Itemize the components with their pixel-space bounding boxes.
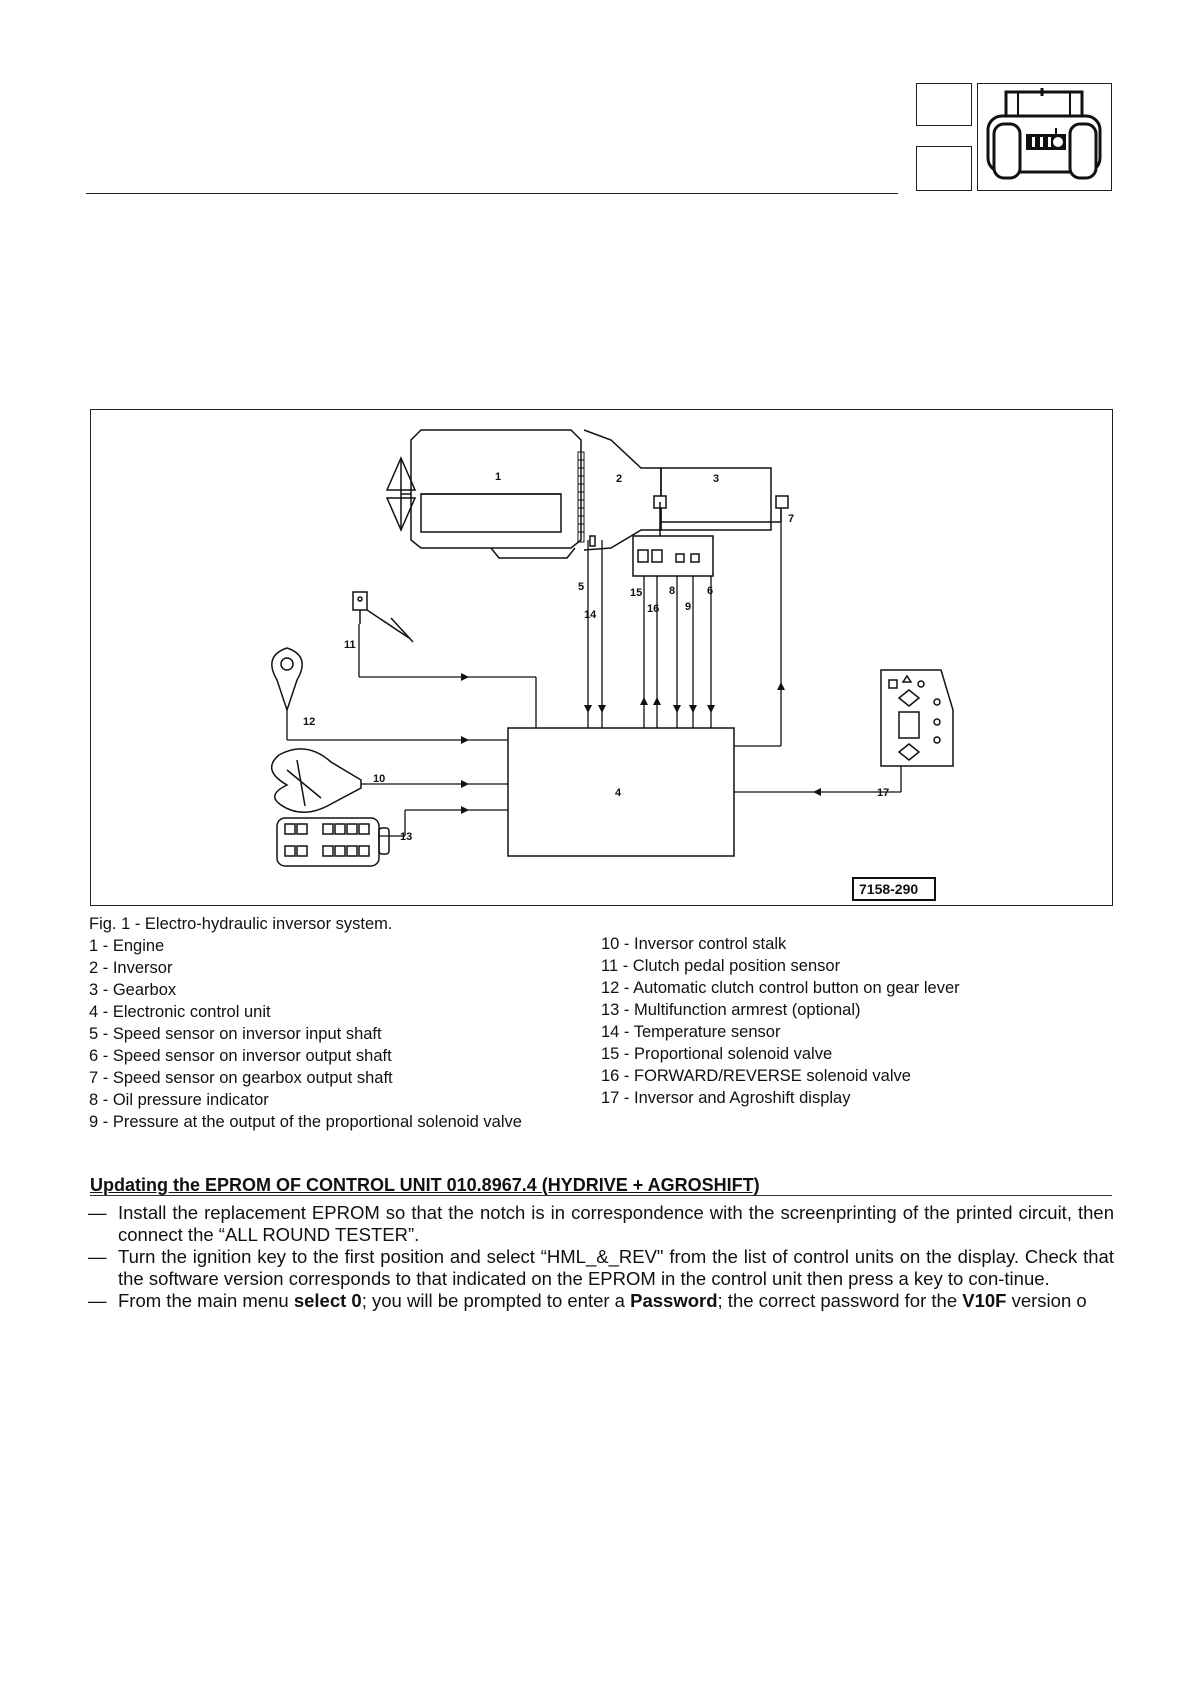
caption-item: 13 - Multifunction armrest (optional) xyxy=(601,1001,861,1019)
caption-item: 15 - Proportional solenoid valve xyxy=(601,1045,833,1063)
label-8: 8 xyxy=(669,585,676,597)
label-12: 12 xyxy=(303,716,316,728)
caption-item: 10 - Inversor control stalk xyxy=(601,935,787,953)
sensor-top xyxy=(590,496,788,546)
label-11: 11 xyxy=(344,639,356,651)
procedure-step xyxy=(88,1290,1114,1312)
step-text-bold: Password xyxy=(630,1290,718,1311)
label-6: 6 xyxy=(707,585,714,597)
caption-item: 12 - Automatic clutch control button on gear lever xyxy=(601,979,960,997)
step-dash: — xyxy=(88,1202,107,1223)
label-15: 15 xyxy=(630,587,643,599)
valve-block xyxy=(633,502,781,576)
label-7: 7 xyxy=(788,513,795,525)
caption-item: 17 - Inversor and Agroshift display xyxy=(601,1089,851,1107)
caption-item: 7 - Speed sensor on gearbox output shaft xyxy=(89,1069,393,1087)
reference-code-box xyxy=(853,878,935,900)
procedure-step xyxy=(88,1202,1114,1246)
caption-item: 2 - Inversor xyxy=(89,959,173,977)
caption-item: 1 - Engine xyxy=(89,937,165,955)
step-text-part: ; the correct password for the xyxy=(717,1290,963,1311)
label-5: 5 xyxy=(578,581,585,593)
section-tab-bottom xyxy=(916,146,972,191)
wiring xyxy=(287,510,901,836)
clutch-pedal-sensor xyxy=(353,592,413,642)
step-text-part: version o xyxy=(1006,1290,1087,1311)
caption-item: 9 - Pressure at the output of the proportional solenoid valve xyxy=(89,1113,522,1131)
step-text-bold: V10F xyxy=(962,1290,1007,1311)
arrows xyxy=(461,673,821,814)
label-2: 2 xyxy=(616,473,623,485)
step-text-part: From the main menu xyxy=(118,1290,294,1311)
section-tab-top xyxy=(916,83,972,126)
tractor-thumbnail xyxy=(977,83,1112,191)
caption-item: 6 - Speed sensor on inversor output shaft xyxy=(89,1047,392,1065)
step-text-bold: select 0 xyxy=(293,1290,362,1311)
caption-item: 5 - Speed sensor on inversor input shaft xyxy=(89,1025,382,1043)
label-10: 10 xyxy=(373,773,386,785)
label-13: 13 xyxy=(400,831,413,843)
label-4: 4 xyxy=(615,787,622,799)
part-number-labels xyxy=(303,471,889,843)
display-panel xyxy=(881,670,953,766)
caption-item: 16 - FORWARD/REVERSE solenoid valve xyxy=(601,1067,911,1085)
caption-right-column xyxy=(601,933,960,1109)
inversor-housing xyxy=(584,430,661,550)
header-rule xyxy=(86,193,898,194)
step-dash: — xyxy=(88,1290,107,1311)
step-text: Turn the ignition key to the first position and select “HML_&_REV" from the list of control units on the display. Check that the software version corresponds to that indicated on the EPROM in the control unit then press a key to con-tinue. xyxy=(118,1246,1114,1289)
caption-item: 3 - Gearbox xyxy=(89,981,177,999)
tractor-icon xyxy=(978,84,1111,190)
step-text xyxy=(118,1290,1114,1312)
gear-lever-knob xyxy=(272,648,302,710)
figure-diagram xyxy=(90,409,1113,906)
caption-left-column xyxy=(89,913,522,1133)
label-14: 14 xyxy=(584,609,597,621)
section-title-rule xyxy=(90,1195,1112,1196)
label-3: 3 xyxy=(713,473,720,485)
caption-item: 11 - Clutch pedal position sensor xyxy=(601,957,841,975)
inversor-stalk xyxy=(272,749,361,812)
step-text: Install the replacement EPROM so that the notch is in correspondence with the screenprinting of the printed circuit, then connect the “ALL ROUND TESTER”. xyxy=(118,1202,1114,1245)
label-1: 1 xyxy=(495,471,502,483)
label-9: 9 xyxy=(685,601,692,613)
caption-item: 14 - Temperature sensor xyxy=(601,1023,781,1041)
label-16: 16 xyxy=(647,603,660,615)
step-text-part: ; you will be prompted to enter a xyxy=(361,1290,631,1311)
reference-code: 7158-290 xyxy=(859,881,919,897)
section-title: Updating the EPROM OF CONTROL UNIT 010.8967.4 (HYDRIVE + AGROSHIFT) xyxy=(90,1175,760,1195)
label-17: 17 xyxy=(877,787,890,799)
figure-caption-title: Fig. 1 - Electro-hydraulic inversor system. xyxy=(89,915,393,933)
procedure-steps xyxy=(88,1202,1114,1312)
engine-block xyxy=(401,430,581,558)
caption-item: 8 - Oil pressure indicator xyxy=(89,1091,269,1109)
caption-item: 4 - Electronic control unit xyxy=(89,1003,271,1021)
procedure-step xyxy=(88,1246,1114,1290)
step-dash: — xyxy=(88,1246,107,1267)
armrest-panel xyxy=(277,818,389,866)
